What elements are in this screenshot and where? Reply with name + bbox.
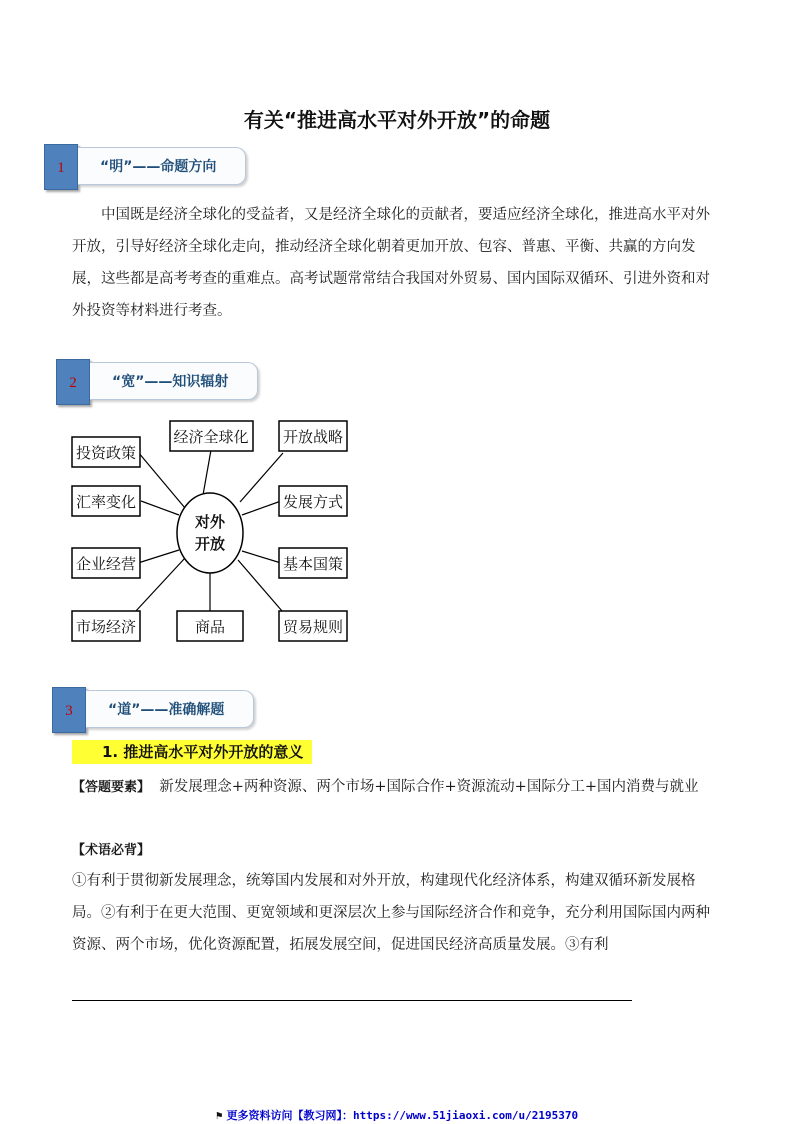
connector-mid-right-1 <box>242 501 281 515</box>
node-label-mid-left-1: 汇率变化 <box>75 493 137 511</box>
node-label-mid-right-2: 基本国策 <box>282 555 344 573</box>
connector-top-center <box>203 450 211 495</box>
intro-paragraph: 中国既是经济全球化的受益者，又是经济全球化的贡献者，要适应经济全球化，推进高水平对外开放，引导好经济全球化走向，推动经济全球化朝着更加开放、包容、普惠、平衡、共赢的方向发展，这些都是高考考查的重难点。高考试题常常结合我国对外贸易、国内国际双循环、引进外资和对外投资等材料进行考查。 <box>72 207 710 319</box>
node-label-top-right: 开放战略 <box>282 428 344 446</box>
connector-mid-left-1 <box>141 501 179 515</box>
connector-mid-right-2 <box>242 551 281 563</box>
node-label-mid-left-2: 企业经营 <box>75 555 137 573</box>
flag-icon: ⚑ <box>215 1109 223 1122</box>
section-number-3: 3 <box>52 687 86 733</box>
node-label-bottom-center: 商品 <box>194 618 226 636</box>
answer-elements-label: 【答题要素】 <box>72 780 151 795</box>
center-ellipse <box>177 493 243 573</box>
terms-paragraph: ①有利于贯彻新发展理念，统筹国内发展和对外开放，构建现代化经济体系，构建双循环新发展格局。②有利于在更大范围、更宽领域和更深层次上参与国际经济合作和竞争，充分利用国际国内两种资源、两个市场，优化资源配置，拓展发展空间，促进国民经济高质量发展。③有利 <box>72 873 710 953</box>
terms-label-row <box>72 834 722 867</box>
connector-top-right <box>240 453 283 502</box>
connector-mid-left-2 <box>138 550 179 563</box>
section-heading-1: “明”——命题方向 <box>78 147 246 185</box>
node-label-top-left: 投资政策 <box>75 444 137 462</box>
footer <box>0 1107 794 1123</box>
answer-elements <box>72 771 722 804</box>
connector-top-left <box>138 452 185 508</box>
terms-label: 【术语必背】 <box>72 843 151 858</box>
section-header-3 <box>52 687 282 739</box>
section-number-2: 2 <box>56 359 90 405</box>
page-divider <box>72 1000 632 1001</box>
center-label-line1: 对外 <box>194 513 226 531</box>
node-label-top-center: 经济全球化 <box>173 428 249 446</box>
center-label-line2: 开放 <box>194 535 226 553</box>
node-label-bottom-right: 贸易规则 <box>282 618 344 636</box>
connector-bottom-left <box>135 558 185 612</box>
answer-elements-text: 新发展理念+两种资源、两个市场+国际合作+资源流动+国际分工+国内消费与就业 <box>159 779 699 795</box>
section-heading-2: “宽”——知识辐射 <box>90 362 258 400</box>
footer-link[interactable]: 更多资料访问【教习网】：https://www.51jiaoxi.com/u/2195370 <box>226 1109 579 1122</box>
node-label-mid-right-1: 发展方式 <box>282 493 344 511</box>
section-heading-3: “道”——准确解题 <box>86 690 254 728</box>
connector-bottom-right <box>238 560 282 611</box>
section-number-1: 1 <box>44 144 78 190</box>
subsection-heading: 1. 推进高水平对外开放的意义 <box>72 740 312 764</box>
page-title: 有关“推进高水平对外开放”的命题 <box>243 108 551 132</box>
node-label-bottom-left: 市场经济 <box>75 618 137 636</box>
